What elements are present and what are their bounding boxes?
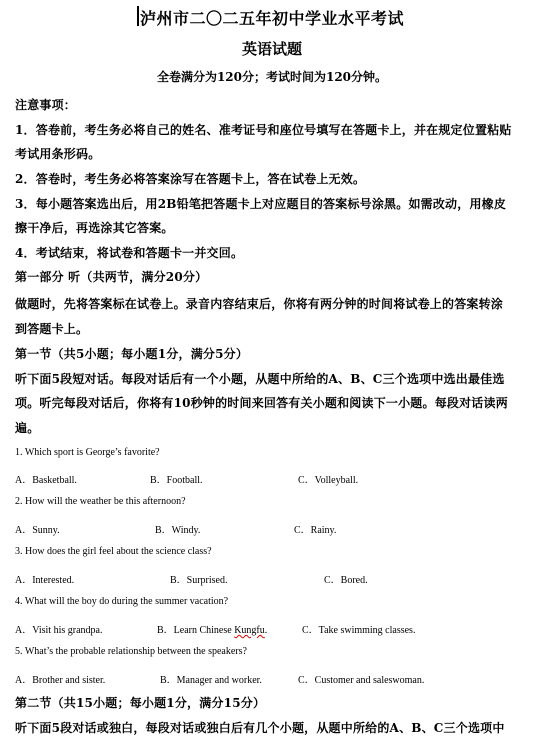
section1-instruction-line-3: 遍。 xyxy=(15,421,40,435)
q4-option-b xyxy=(157,621,267,636)
notice-item-4: 4．考试结束，将试卷和答题卡一并交回。 xyxy=(15,246,244,260)
q1-option-a: A．Basketball. xyxy=(15,475,77,486)
q4-option-a: A．Visit his grandpa. xyxy=(15,625,103,636)
exam-subject: 英语试题 xyxy=(241,40,302,58)
notice-heading: 注意事项： xyxy=(15,98,77,112)
part1-heading: 第一部分 听（共两节，满分20分） xyxy=(15,270,208,284)
part1-instruction-line-2: 到答题卡上。 xyxy=(15,322,89,336)
q5-option-c: C．Customer and saleswoman. xyxy=(298,675,425,686)
q3-option-c: C．Bored. xyxy=(324,575,368,586)
score-info: 全卷满分为120分；考试时间为120分钟。 xyxy=(156,70,388,84)
question-5: 5. What’s the probable relationship between the speakers? xyxy=(15,646,247,657)
q3-option-a: A．Interested. xyxy=(15,575,75,586)
q5-option-a: A．Brother and sister. xyxy=(15,675,106,686)
question-3: 3. How does the girl feel about the science class? xyxy=(15,546,212,557)
q1-option-c: C．Volleyball. xyxy=(298,475,359,486)
notice-item-3-line-1: 3．每小题答案选出后，用2B铅笔把答题卡上对应题目的答案标号涂黑。如需改动，用橡皮 xyxy=(15,197,507,211)
q4-option-c: C．Take swimming classes. xyxy=(302,625,416,636)
section1-heading: 第一节（共5小题；每小题1分，满分5分） xyxy=(15,347,249,361)
q3-option-b: B．Surprised. xyxy=(170,575,228,586)
notice-item-1-line-1: 1．答卷前，考生务必将自己的姓名、准考证号和座位号填写在答题卡上，并在规定位置粘贴 xyxy=(15,123,512,137)
notice-item-2: 2．答卷时，考生务必将答案涂写在答题卡上，答在试卷上无效。 xyxy=(15,172,366,186)
section1-instruction-line-2: 项。听完每段对话后，你将有10秒钟的时间来回答有关小题和阅读下一小题。每段对话读两 xyxy=(15,396,508,410)
spellcheck-flagged-word: Kungfu xyxy=(234,625,265,636)
question-2: 2. How will the weather be this afternoon? xyxy=(15,496,186,507)
q2-option-b: B．Windy. xyxy=(155,525,201,536)
question-4: 4. What will the boy do during the summer vacation? xyxy=(15,596,229,607)
q4-option-b-end: . xyxy=(264,625,268,636)
question-1: 1. Which sport is George’s favorite? xyxy=(15,447,160,458)
notice-item-3-line-2: 擦干净后，再选涂其它答案。 xyxy=(15,221,174,235)
q1-option-b: B．Football. xyxy=(150,475,203,486)
q2-option-a: A．Sunny. xyxy=(15,525,60,536)
q2-option-c: C．Rainy. xyxy=(294,525,337,536)
q4-option-b-text: B．Learn Chinese xyxy=(157,625,235,636)
notice-item-1-line-2: 考试用条形码。 xyxy=(15,147,101,161)
section2-instruction-line-1: 听下面5段对话或独白，每段对话或独白后有几个小题，从题中所给的A、B、C三个选项中 xyxy=(15,721,505,735)
q5-option-b: B．Manager and worker. xyxy=(160,675,262,686)
section2-heading: 第二节（共15小题；每小题1分，满分15分） xyxy=(15,696,266,710)
part1-instruction-line-1: 做题时，先将答案标在试卷上。录音内容结束后，你将有两分钟的时间将试卷上的答案转涂 xyxy=(15,297,504,311)
exam-title: 泸州市二〇二五年初中学业水平考试 xyxy=(139,9,404,28)
section1-instruction-line-1: 听下面5段短对话。每段对话后有一个小题，从题中所给的A、B、C三个选项中选出最佳选 xyxy=(15,372,505,386)
